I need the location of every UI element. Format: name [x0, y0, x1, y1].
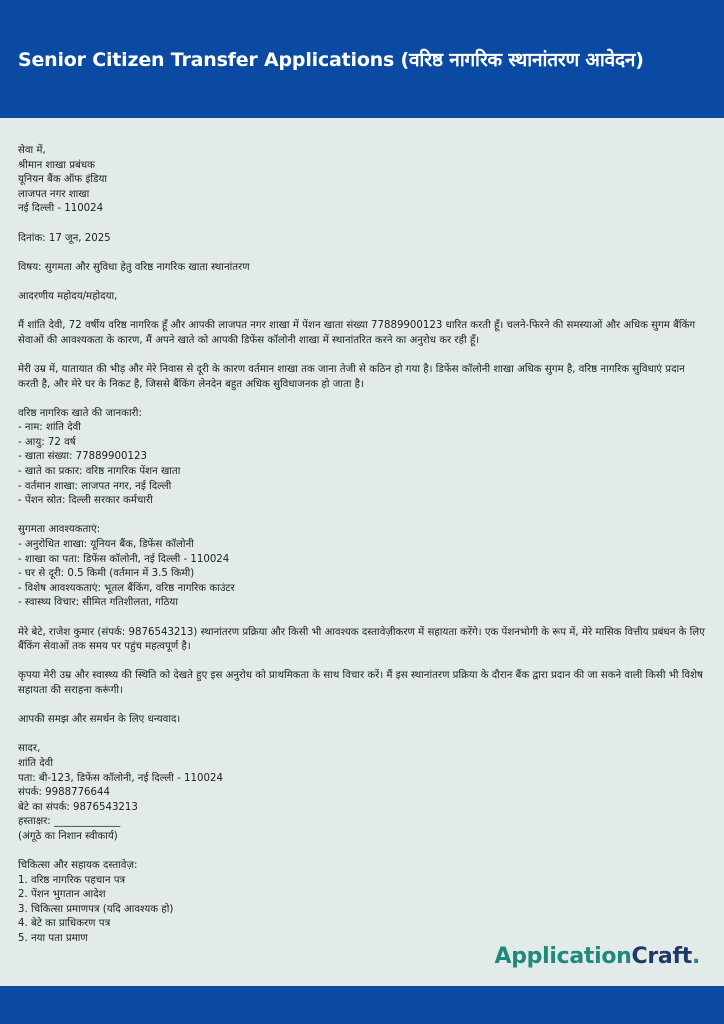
- docs-item: 1. वरिष्ठ नागरिक पहचान पत्र: [18, 874, 126, 886]
- salutation: आदरणीय महोदय/महोदया,: [18, 290, 118, 302]
- details-heading: वरिष्ठ नागरिक खाते की जानकारी:: [18, 407, 142, 419]
- closing-line: संपर्क: 9988776644: [18, 787, 110, 799]
- closing-line: बेटे का संपर्क: 9876543213: [18, 801, 138, 813]
- details-item: - खाते का प्रकार: वरिष्ठ नागरिक पेंशन खाता: [18, 466, 181, 478]
- brand-logo-dot: .: [691, 944, 700, 969]
- brand-logo: [494, 944, 700, 969]
- brand-logo-part1: Application: [494, 944, 632, 969]
- brand-logo-part2: Craft: [631, 944, 692, 969]
- account-details: [18, 407, 708, 509]
- thanks-line: आपकी समझ और समर्थन के लिए धन्यवाद।: [18, 714, 181, 726]
- address-line: लाजपत नगर शाखा: [18, 188, 90, 200]
- closing-line: पता: बी-123, डिफेंस कॉलोनी, नई दिल्ली - 110024: [18, 772, 223, 784]
- details-item: - वर्तमान शाखा: लाजपत नगर, नई दिल्ली: [18, 480, 172, 492]
- needs-heading: सुगमता आवश्यकताएं:: [18, 524, 101, 536]
- recipient-address: [18, 144, 708, 217]
- closing-line: शांति देवी: [18, 757, 53, 769]
- paragraph-request-priority: कृपया मेरी उम्र और स्वास्थ्य की स्थिति को देखते हुए इस अनुरोध को प्राथमिकता के साथ विचार करें। मैं इस स्थानांतरण प्रक्रिया के दौरान बैंक द्वारा प्रदान की जा सकने वाली किसी भी विशेष सहायता की सराहना करूंगी।: [18, 670, 703, 696]
- paragraph-reason: मेरी उम्र में, यातायात की भीड़ और मेरे निवास से दूरी के कारण वर्तमान शाखा तक जाना तेजी से कठिन हो गया है। डिफेंस कॉलोनी शाखा अधिक सुगम है, वरिष्ठ नागरिक सुविधाएं प्रदान करती है, और मेरे घर के निकट है, जिससे बैंकिंग लेनदेन बहुत अधिक सुविधाजनक हो जाता है।: [18, 363, 685, 390]
- needs-item: - शाखा का पता: डिफेंस कॉलोनी, नई दिल्ली - 110024: [18, 553, 230, 565]
- address-line: नई दिल्ली - 110024: [18, 203, 104, 215]
- signature-line: हस्ताक्षर: _____________: [18, 816, 121, 828]
- details-item: - खाता संख्या: 77889900123: [18, 451, 147, 463]
- details-item: - नाम: शांति देवी: [18, 422, 81, 434]
- address-line: श्रीमान शाखा प्रबंधक: [18, 159, 95, 171]
- needs-item: - विशेष आवश्यकताएं: भूतल बैंकिंग, वरिष्ठ नागरिक काउंटर: [18, 582, 235, 594]
- footer-bar: [0, 986, 724, 1024]
- paragraph-son-assistance: मेरे बेटे, राजेश कुमार (संपर्क: 9876543213) स्थानांतरण प्रक्रिया और किसी भी आवश्यक दस्तावेज़ीकरण में सहायता करेंगे। एक पेंशनभोगी के रूप में, मेरे मासिक वित्तीय प्रबंधन के लिए बैंकिंग सेवाओं तक समय पर पहुंच महत्वपूर्ण है।: [18, 626, 705, 653]
- header-bar: [0, 0, 724, 118]
- docs-item: 5. नया पता प्रमाण: [18, 933, 88, 945]
- docs-item: 4. बेटे का प्राधिकरण पत्र: [18, 918, 111, 930]
- page-title: Senior Citizen Transfer Applications (वरिष्ठ नागरिक स्थानांतरण आवेदन): [18, 49, 644, 71]
- paragraph-intro: मैं शांति देवी, 72 वर्षीय वरिष्ठ नागरिक हूँ और आपकी लाजपत नगर शाखा में पेंशन खाता संख्या 77889900123 धारित करती हूँ। चलने-फिरने की समस्याओं और अधिक सुगम बैंकिंग सेवाओं की आवश्यकता के कारण, मैं अपने खाते को आपकी डिफेंस कॉलोनी शाखा में स्थानांतरित करने का अनुरोध कर रही हूँ।: [18, 320, 696, 346]
- docs-item: 2. पेंशन भुगतान आदेश: [18, 889, 106, 901]
- docs-heading: चिकित्सा और सहायक दस्तावेज़:: [18, 860, 138, 872]
- accessibility-needs: [18, 523, 708, 611]
- details-item: - आयु: 72 वर्ष: [18, 436, 76, 448]
- letter-date: दिनांक: 17 जून, 2025: [18, 232, 111, 244]
- closing-line: (अंगूठे का निशान स्वीकार्य): [18, 830, 118, 842]
- needs-item: - स्वास्थ्य विचार: सीमित गतिशीलता, गठिया: [18, 597, 178, 609]
- docs-item: 3. चिकित्सा प्रमाणपत्र (यदि आवश्यक हो): [18, 903, 174, 915]
- closing-block: [18, 742, 708, 844]
- documents-list: [18, 859, 708, 947]
- needs-item: - अनुरोधित शाखा: यूनियन बैंक, डिफेंस कॉलोनी: [18, 539, 194, 551]
- letter-subject: विषय: सुगमता और सुविधा हेतु वरिष्ठ नागरिक खाता स्थानांतरण: [18, 261, 250, 273]
- letter-body: [18, 144, 708, 947]
- address-line: यूनियन बैंक ऑफ इंडिया: [18, 174, 108, 186]
- details-item: - पेंशन स्रोत: दिल्ली सरकार कर्मचारी: [18, 495, 153, 507]
- closing-line: सादर,: [18, 743, 41, 755]
- address-line: सेवा में,: [18, 145, 46, 156]
- needs-item: - घर से दूरी: 0.5 किमी (वर्तमान में 3.5 किमी): [18, 568, 195, 580]
